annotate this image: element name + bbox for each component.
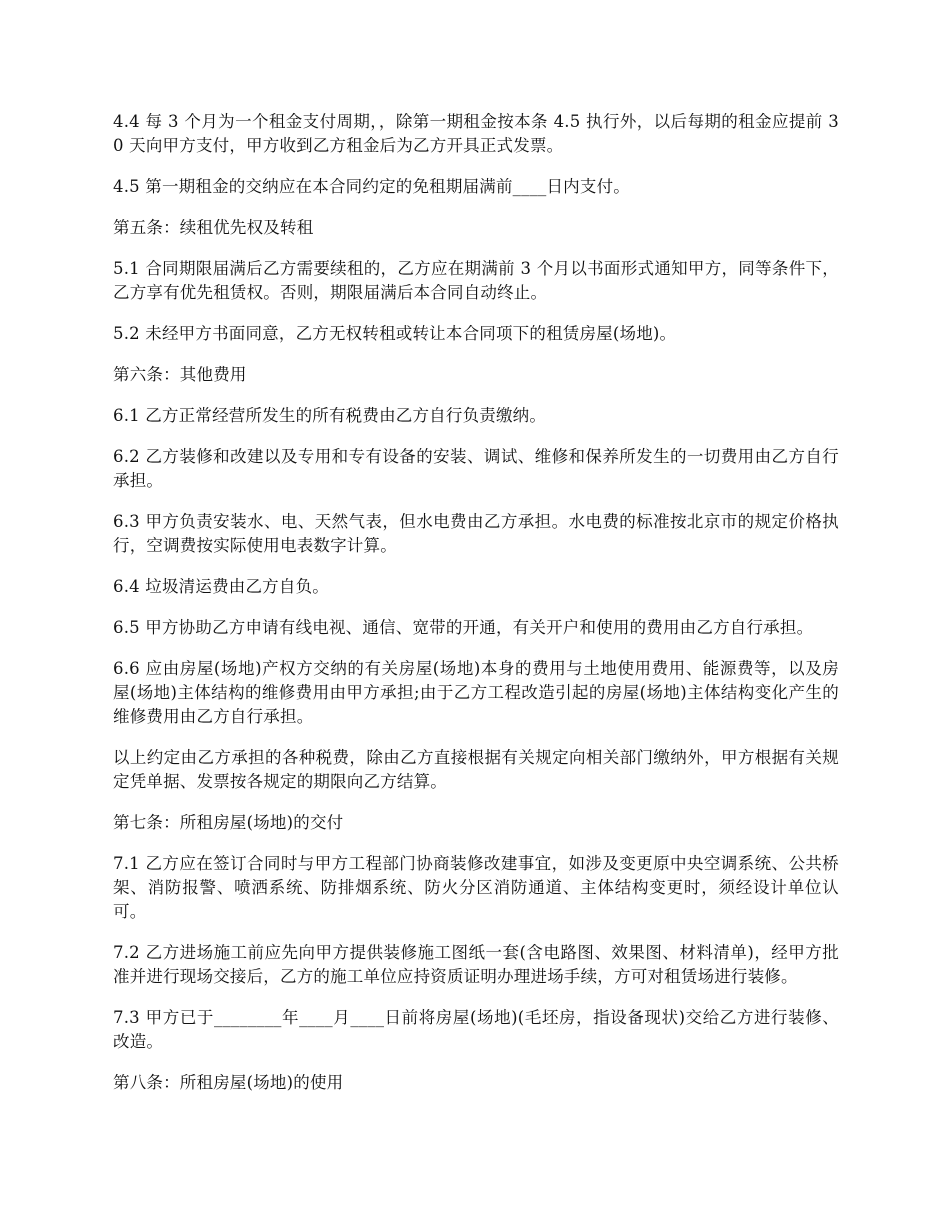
clause-5-2: 5.2 未经甲方书面同意，乙方无权转租或转让本合同项下的租赁房屋(场地)。 (113, 324, 677, 343)
article-7-heading: 第七条：所租房屋(场地)的交付 (113, 813, 344, 832)
clause-4-4: 4.4 每 3 个月为一个租金支付周期，，除第一期租金按本条 4.5 执行外，以后每期的租金应提前 30 天向甲方支付，甲方收到乙方租金后为乙方开具正式发票。 (113, 112, 839, 155)
clause-4-5: 4.5 第一期租金的交纳应在本合同约定的免租期届满前____日内支付。 (113, 177, 630, 196)
clause-7-3: 7.3 甲方已于________年____月____日前将房屋(场地)(毛坯房，指设备现状)交给乙方进行装修、改造。 (113, 1008, 839, 1051)
clause-6-1: 6.1 乙方正常经营所发生的所有税费由乙方自行负责缴纳。 (113, 406, 547, 425)
clause-6-3: 6.3 甲方负责安装水、电、天然气表，但水电费由乙方承担。水电费的标准按北京市的规定价格执行，空调费按实际使用电表数字计算。 (113, 512, 839, 555)
clause-6-4: 6.4 垃圾清运费由乙方自负。 (113, 577, 329, 596)
clause-6-2: 6.2 乙方装修和改建以及专用和专有设备的安装、调试、维修和保养所发生的一切费用由乙方自行承担。 (113, 447, 839, 490)
clause-7-2: 7.2 乙方进场施工前应先向甲方提供装修施工图纸一套(含电路图、效果图、材料清单)，经甲方批准并进行现场交接后，乙方的施工单位应持资质证明办理进场手续，方可对租赁场进行装修。 (113, 943, 839, 986)
tax-settlement-paragraph: 以上约定由乙方承担的各种税费，除由乙方直接根据有关规定向相关部门缴纳外，甲方根据有关规定凭单据、发票按各规定的期限向乙方结算。 (113, 748, 839, 791)
article-8-heading: 第八条：所租房屋(场地)的使用 (113, 1073, 344, 1092)
article-6-heading: 第六条：其他费用 (113, 365, 247, 384)
clause-7-1: 7.1 乙方应在签订合同时与甲方工程部门协商装修改建事宜，如涉及变更原中央空调系统、公共桥架、消防报警、喷洒系统、防排烟系统、防火分区消防通道、主体结构变更时，须经设计单位认可。 (113, 854, 839, 921)
document-body (113, 110, 839, 1112)
clause-6-5: 6.5 甲方协助乙方申请有线电视、通信、宽带的开通，有关开户和使用的费用由乙方自行承担。 (113, 618, 814, 637)
clause-6-6: 6.6 应由房屋(场地)产权方交纳的有关房屋(场地)本身的费用与土地使用费用、能源费等，以及房屋(场地)主体结构的维修费用由甲方承担;由于乙方工程改造引起的房屋(场地)主体结构变化产生的维修费用由乙方自行承担。 (113, 659, 839, 726)
article-5-heading: 第五条：续租优先权及转租 (113, 218, 314, 237)
clause-5-1: 5.1 合同期限届满后乙方需要续租的，乙方应在期满前 3 个月以书面形式通知甲方，同等条件下，乙方享有优先租赁权。否则，期限届满后本合同自动终止。 (113, 259, 839, 302)
